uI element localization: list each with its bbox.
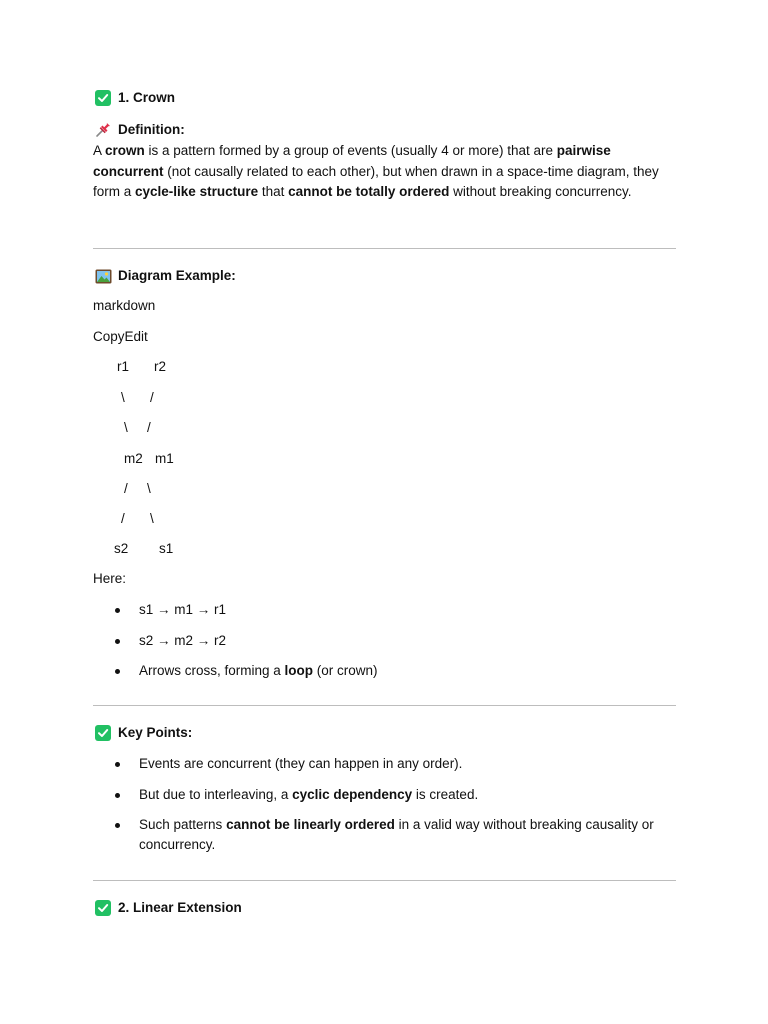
edge-line: / [147, 420, 151, 435]
copy-edit-button[interactable]: CopyEdit [93, 329, 148, 344]
bullet-icon [115, 823, 120, 828]
here-label: Here: [93, 571, 127, 586]
check-mark-icon [95, 90, 111, 106]
bullet-icon [115, 762, 120, 767]
key-points-label: Key Points: [118, 725, 193, 740]
definition-heading [93, 120, 185, 140]
node-s1: s1 [159, 541, 174, 556]
check-mark-icon [95, 900, 111, 916]
diagram-heading [93, 266, 236, 286]
bullet-icon [115, 639, 120, 644]
definition-label: Definition: [118, 122, 185, 137]
section1-title: 1. Crown [118, 90, 176, 105]
bullet-icon [115, 669, 120, 674]
term-cannot-be-totally-ordered: cannot be totally ordered [288, 184, 450, 199]
node-r1: r1 [117, 359, 130, 374]
code-language: markdown [93, 298, 156, 313]
diagram-label: Diagram Example: [118, 268, 236, 283]
definition-paragraph: A crown is a pattern formed by a group of events (usually 4 or more) that are pairwise concurrent (not causally related to each other), but when drawn in a space-time diagram, they form a cycle-like structure that cannot be totally ordered without breaking concurrency. [93, 143, 659, 199]
edge-line: \ [121, 390, 125, 405]
divider [93, 880, 676, 881]
key-points-heading [93, 723, 192, 743]
edge-line: \ [150, 511, 154, 526]
section2-title: 2. Linear Extension [118, 900, 242, 915]
section1-heading [93, 88, 175, 108]
bullet-icon [115, 793, 120, 798]
node-r2: r2 [154, 359, 167, 374]
framed-picture-icon [95, 269, 112, 284]
divider [93, 248, 676, 249]
edge-line: \ [147, 481, 151, 496]
section2-heading [93, 898, 242, 918]
bullet-icon [115, 608, 120, 613]
pushpin-icon [94, 121, 112, 139]
term-cycle-like-structure: cycle-like structure [135, 184, 259, 199]
check-mark-icon [95, 725, 111, 741]
node-s2: s2 [114, 541, 129, 556]
edge-line: / [150, 390, 154, 405]
edge-line: \ [124, 420, 128, 435]
term-crown: crown [105, 143, 145, 158]
node-m1: m1 [155, 451, 174, 466]
term-pairwise-concurrent: pairwise concurrent [93, 143, 611, 179]
divider [93, 705, 676, 706]
edge-line: / [121, 511, 125, 526]
node-m2: m2 [124, 451, 143, 466]
edge-line: / [124, 481, 128, 496]
